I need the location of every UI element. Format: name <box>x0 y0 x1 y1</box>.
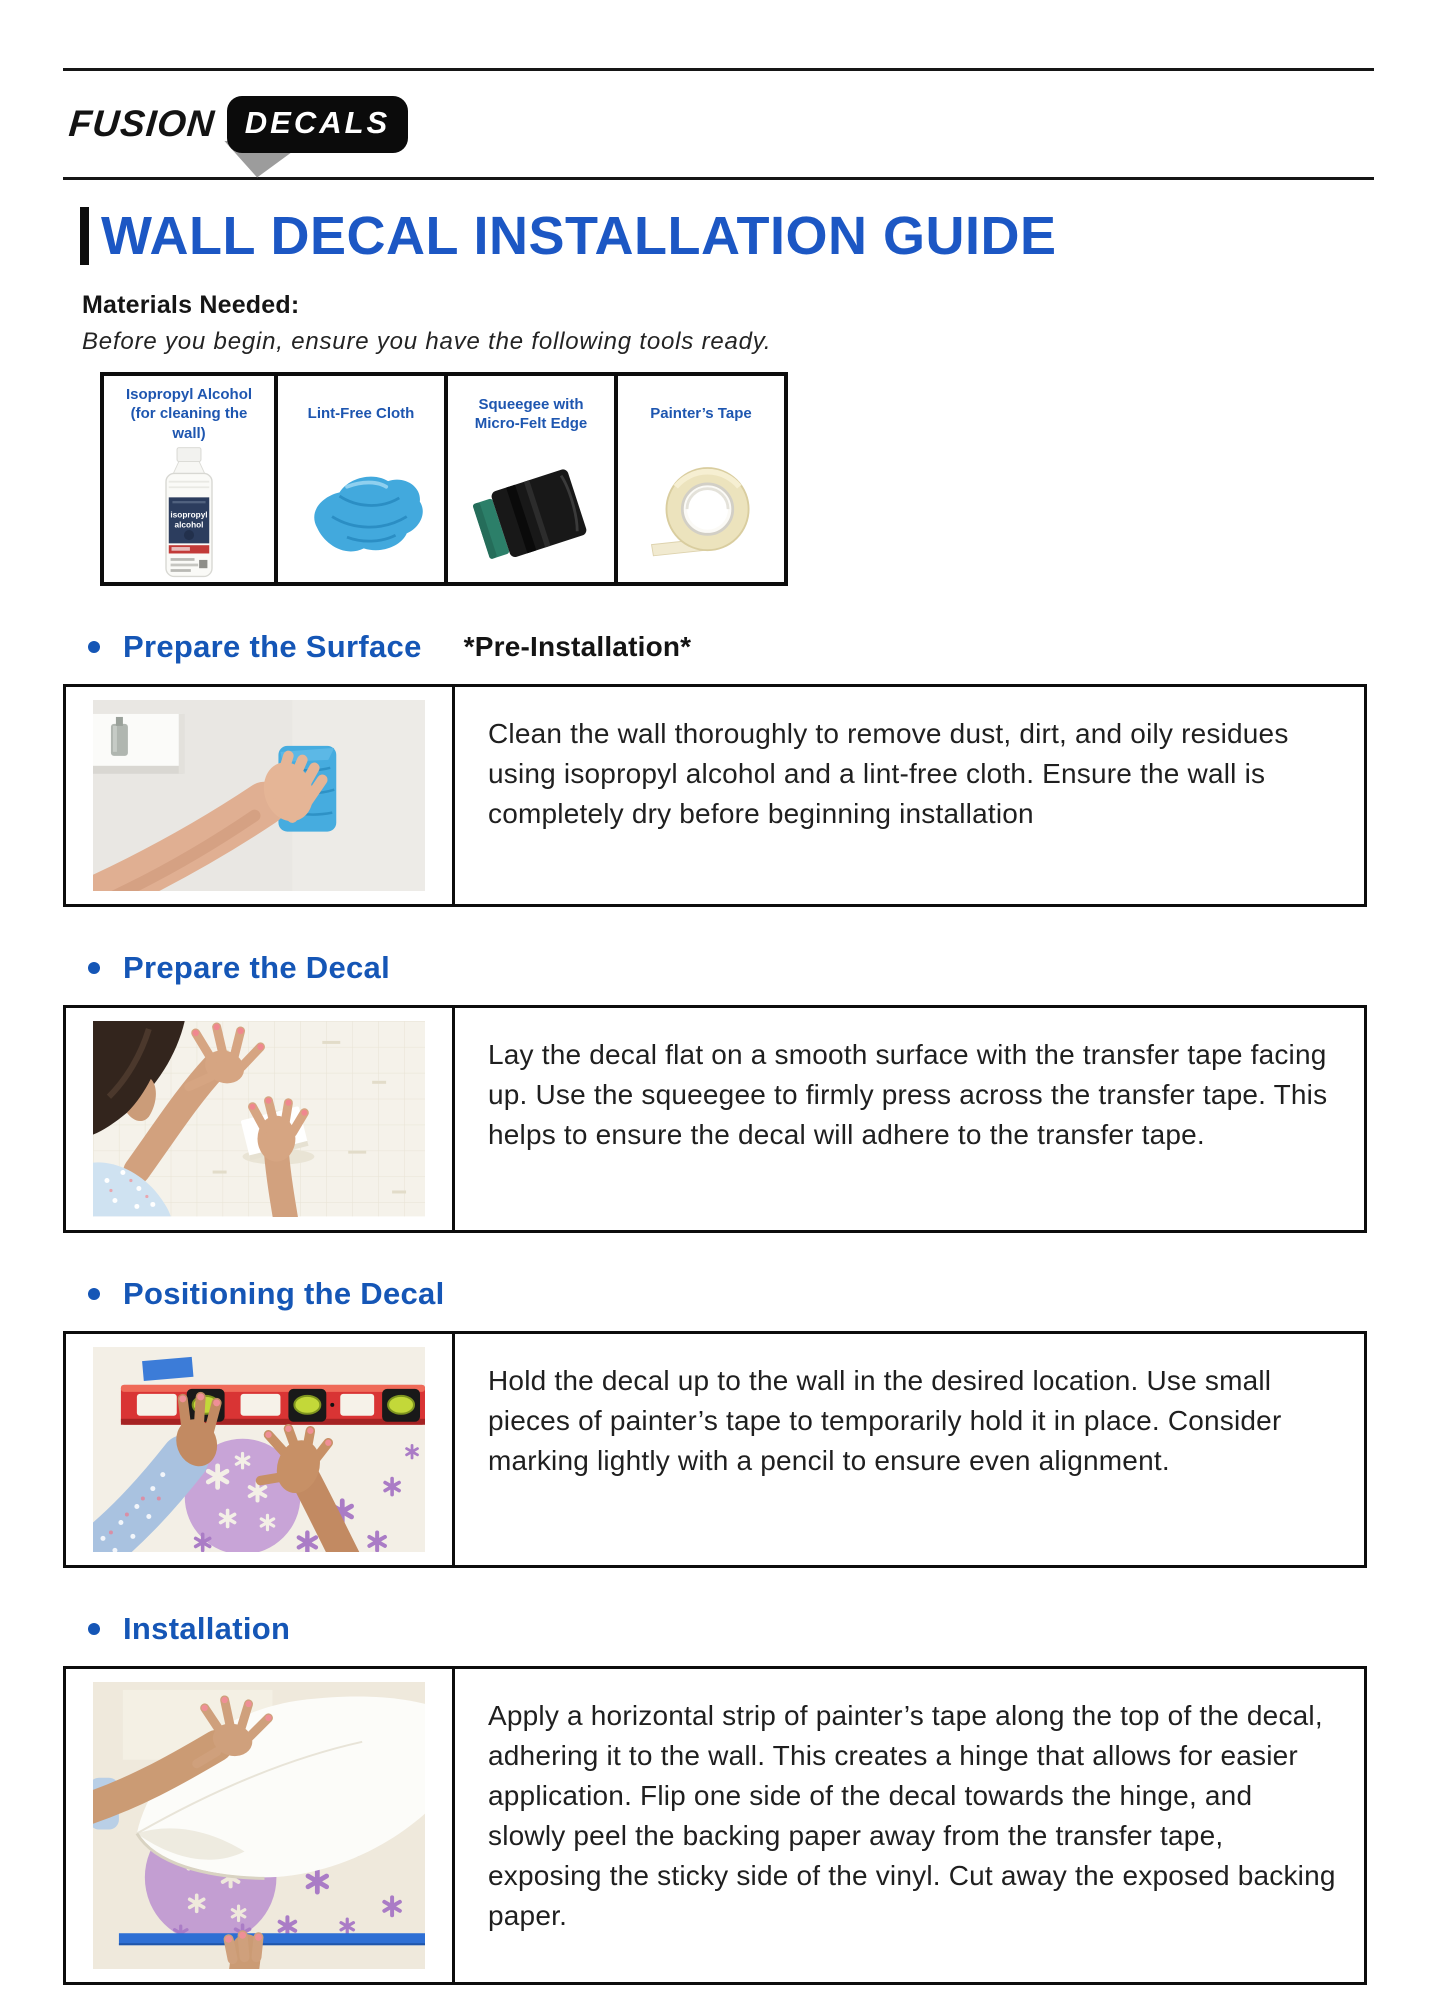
step-text: Clean the wall thoroughly to remove dust, dirt, and oily residues using isopropyl alcohol and a lint-free cloth. Ensure the wall is completely dry before beginning installation <box>488 718 1289 829</box>
lint-free-cloth-icon <box>291 455 431 567</box>
brand-first-word: FUSION <box>67 103 217 144</box>
material-image-wrap <box>618 444 784 582</box>
shelf <box>93 714 185 774</box>
step-photo-wrap <box>66 1334 455 1565</box>
section-title: Installation <box>123 1611 291 1647</box>
bottom-hand <box>225 1932 262 1969</box>
hand-cleaning-wall-photo <box>93 700 425 891</box>
materials-heading: Materials Needed: <box>82 291 300 319</box>
brand-badge <box>227 96 408 153</box>
brand-logo <box>63 71 1374 177</box>
material-label: Lint-Free Cloth <box>307 405 415 423</box>
section-heading-installation <box>88 1608 1374 1650</box>
material-label: Squeegee with Micro-Felt Edge <box>474 395 588 432</box>
painters-tape-icon <box>631 455 771 567</box>
material-cell-isopropyl <box>104 376 274 582</box>
materials-section <box>82 291 1374 586</box>
material-label: Isopropyl Alcohol (for cleaning the wall) <box>125 385 253 442</box>
title-row <box>63 205 1374 267</box>
section-title: Prepare the Surface <box>123 629 422 664</box>
material-cell-tape <box>614 376 784 582</box>
materials-table <box>100 372 788 586</box>
bullet-icon <box>88 962 100 974</box>
svg-text:alcohol: alcohol <box>174 520 204 530</box>
materials-subheading: Before you begin, ensure you have the following tools ready. <box>82 328 772 355</box>
document-content <box>63 0 1374 1985</box>
section-heading-positioning <box>88 1273 1374 1315</box>
material-image-wrap <box>278 444 444 582</box>
step-photo-wrap <box>66 687 455 904</box>
material-cell-squeegee <box>444 376 614 582</box>
header-divider <box>63 177 1374 180</box>
section-note: *Pre-Installation* <box>463 631 692 662</box>
step-box-installation <box>63 1666 1367 1985</box>
step-photo-wrap <box>66 1669 455 1982</box>
step-text: Hold the decal up to the wall in the desired location. Use small pieces of painter’s tape to temporarily hold it in place. Consider marking lightly with a pencil to ensure even alignment. <box>488 1364 1282 1476</box>
section-heading-prepare-decal <box>88 947 1374 989</box>
section-title: Prepare the Decal <box>123 950 391 986</box>
title-accent-bar <box>80 207 89 265</box>
svg-text:isopropyl: isopropyl <box>170 510 208 520</box>
step-photo-wrap <box>66 1008 455 1229</box>
bullet-icon <box>88 641 100 653</box>
material-label: Painter’s Tape <box>650 405 752 423</box>
pressing-transfer-tape-photo <box>93 1021 425 1216</box>
step-text: Lay the decal flat on a smooth surface with the transfer tape facing up. Use the squeegee to firmly press across the transfer tape. This helps to ensure the decal will adhere to the transfer tape. <box>488 1039 1328 1151</box>
brand-second-word: DECALS <box>244 104 391 140</box>
bullet-icon <box>88 1288 100 1300</box>
peeling-backing-paper-photo <box>93 1682 425 1969</box>
material-image-wrap <box>104 444 274 586</box>
step-box-prepare-decal <box>63 1005 1367 1232</box>
isopropyl-alcohol-bottle-icon <box>138 444 240 582</box>
material-image-wrap <box>448 444 614 582</box>
step-box-positioning <box>63 1331 1367 1568</box>
section-heading-prepare-surface <box>88 626 1374 668</box>
material-cell-cloth <box>274 376 444 582</box>
section-title: Positioning the Decal <box>123 1275 445 1311</box>
page-title: WALL DECAL INSTALLATION GUIDE <box>101 206 1057 266</box>
spirit-level <box>121 1385 425 1425</box>
squeegee-icon <box>461 455 601 567</box>
step-box-prepare-surface <box>63 684 1367 907</box>
bullet-icon <box>88 1623 100 1635</box>
step-text: Apply a horizontal strip of painter’s tape along the top of the decal, adhering it to the wall. This creates a hinge that allows for easier application. Flip one side of the decal towards the hinge, and slowly peel the backing paper away from the transfer tape, exposing the sticky side of the vinyl. Cut away the exposed backing paper. <box>488 1700 1336 1932</box>
leveling-decal-on-wall-photo <box>93 1347 425 1552</box>
